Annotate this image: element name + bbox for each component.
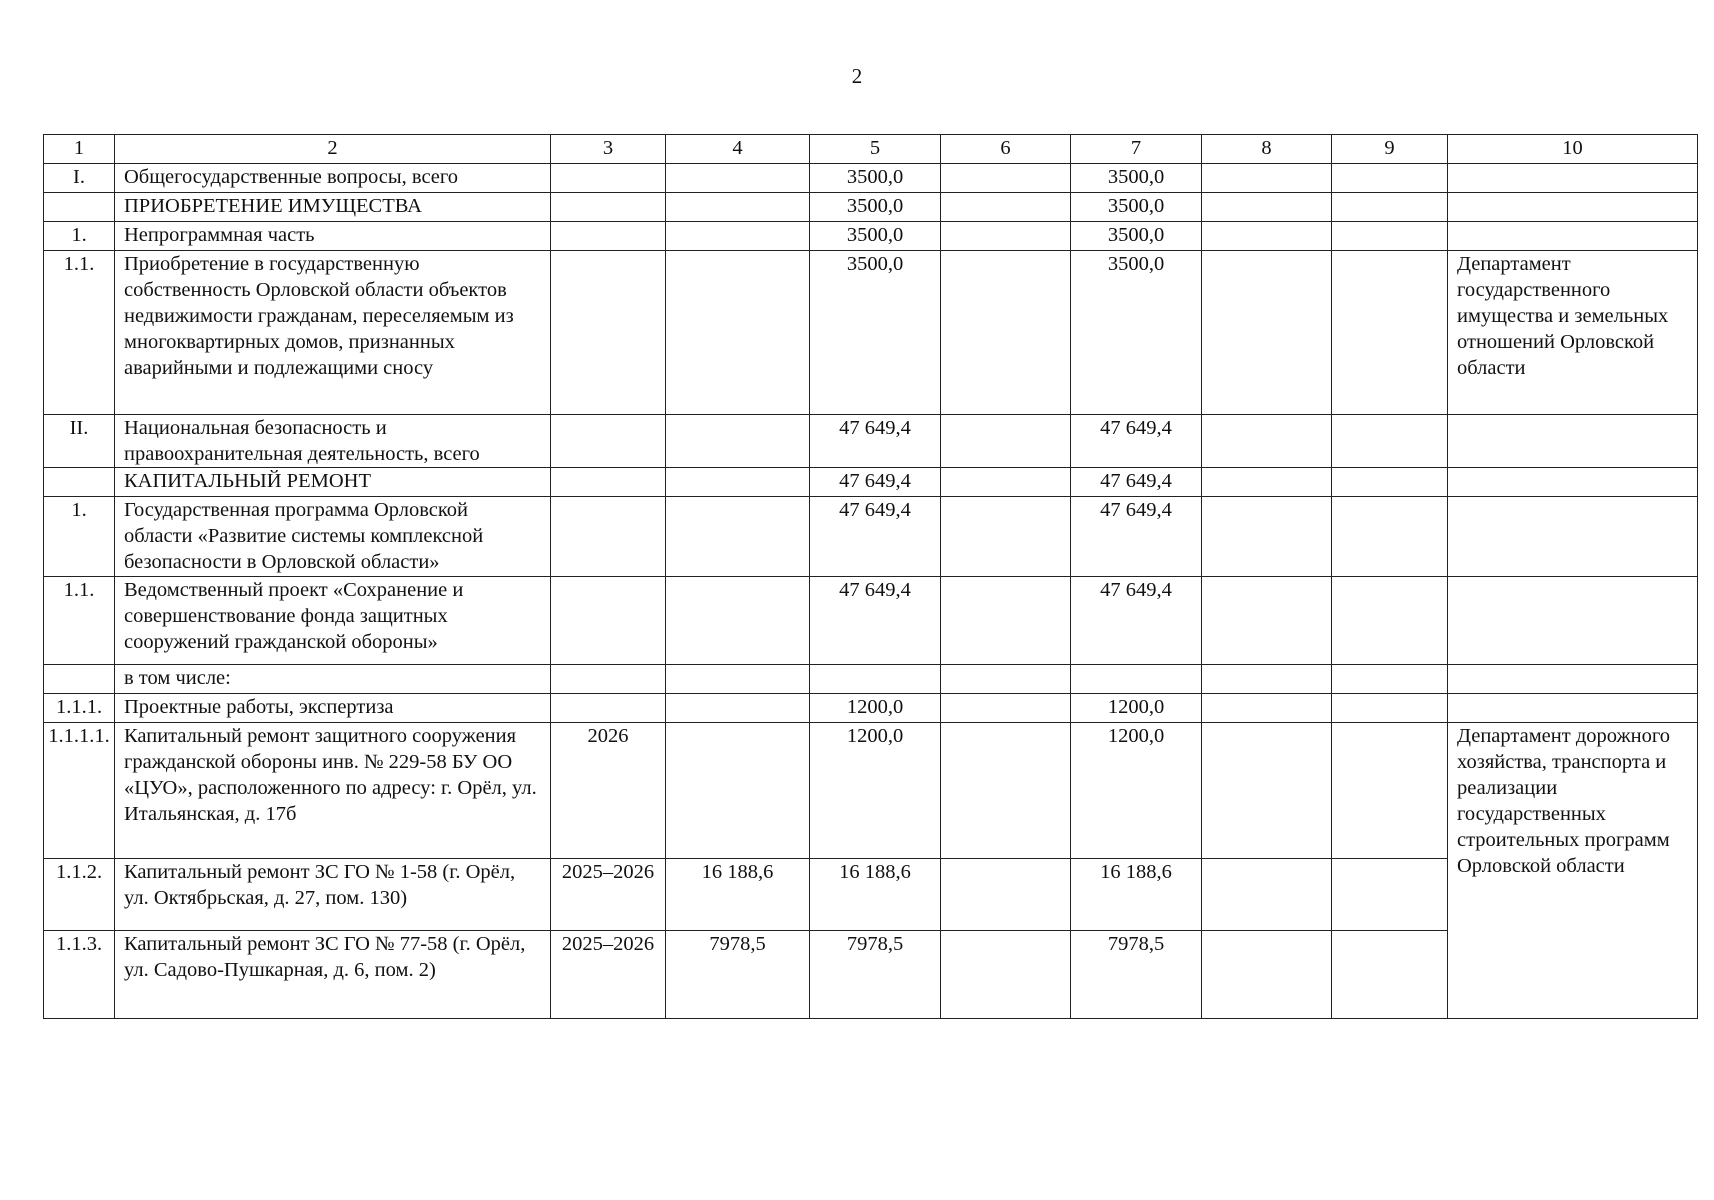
cell-col5 [810,665,941,694]
cell-col8 [1202,251,1332,415]
cell-col9 [1332,859,1448,931]
cell-col3 [551,577,666,665]
cell-col6 [941,193,1071,222]
header-cell: 5 [810,135,941,164]
budget-table [43,134,1698,1019]
row-name: Капитальный ремонт ЗС ГО № 1-58 (г. Орёл, ул. Октябрьская, д. 27, пом. 130) [115,859,551,931]
cell-col8 [1202,694,1332,723]
cell-col4 [666,193,810,222]
row-name: Непрограммная часть [115,222,551,251]
row-number: 1. [44,497,115,577]
cell-col3 [551,193,666,222]
cell-col10 [1448,415,1698,468]
cell-col8 [1202,468,1332,497]
cell-col7: 3500,0 [1071,193,1202,222]
cell-col4 [666,415,810,468]
cell-col9 [1332,931,1448,1019]
cell-col3: 2025–2026 [551,859,666,931]
cell-col3 [551,665,666,694]
responsible-department: Департамент государственного имущества и земельных отношений Орловской области [1448,251,1698,415]
cell-col8 [1202,931,1332,1019]
row-name: Общегосударственные вопросы, всего [115,164,551,193]
cell-col7: 3500,0 [1071,164,1202,193]
cell-col10 [1448,577,1698,665]
row-name: Капитальный ремонт защитного сооружения гражданской обороны инв. № 229-58 БУ ОО «ЦУО», расположенного по адресу: г. Орёл, ул. Итальянская, д. 17б [115,723,551,859]
cell-col6 [941,497,1071,577]
cell-col10 [1448,164,1698,193]
row-number: 1.1. [44,577,115,665]
cell-col3 [551,415,666,468]
cell-col10 [1448,468,1698,497]
cell-col4 [666,497,810,577]
cell-col5: 3500,0 [810,251,941,415]
cell-col5: 47 649,4 [810,577,941,665]
cell-col5: 3500,0 [810,193,941,222]
table-row [44,415,1698,468]
cell-col6 [941,723,1071,859]
cell-col4: 16 188,6 [666,859,810,931]
cell-col8 [1202,222,1332,251]
cell-col4 [666,723,810,859]
header-cell: 3 [551,135,666,164]
cell-col7: 47 649,4 [1071,468,1202,497]
cell-col6 [941,468,1071,497]
row-name: Приобретение в государственную собственность Орловской области объектов недвижимости гражданам, переселяемым из многоквартирных домов, признанных аварийными и подлежащими сносу [115,251,551,415]
table-row [44,222,1698,251]
cell-col10 [1448,193,1698,222]
cell-col3 [551,468,666,497]
table-row [44,193,1698,222]
cell-col3 [551,164,666,193]
cell-col8 [1202,415,1332,468]
cell-col3 [551,694,666,723]
table-row [44,723,1698,859]
header-cell: 2 [115,135,551,164]
cell-col7: 1200,0 [1071,694,1202,723]
cell-col9 [1332,251,1448,415]
cell-col7: 16 188,6 [1071,859,1202,931]
cell-col3 [551,251,666,415]
row-number: I. [44,164,115,193]
cell-col8 [1202,497,1332,577]
page-number: 2 [851,64,863,88]
cell-col9 [1332,222,1448,251]
row-number: 1.1.1.1. [44,723,115,859]
cell-col3: 2025–2026 [551,931,666,1019]
cell-col4 [666,251,810,415]
cell-col6 [941,164,1071,193]
row-number: 1.1.3. [44,931,115,1019]
cell-col6 [941,931,1071,1019]
cell-col9 [1332,468,1448,497]
cell-col7: 47 649,4 [1071,415,1202,468]
cell-col4 [666,577,810,665]
row-number: 1.1.2. [44,859,115,931]
header-cell: 1 [44,135,115,164]
cell-col9 [1332,723,1448,859]
cell-col3 [551,222,666,251]
cell-col5: 3500,0 [810,164,941,193]
cell-col6 [941,665,1071,694]
header-cell: 10 [1448,135,1698,164]
header-cell: 6 [941,135,1071,164]
row-name: Ведомственный проект «Сохранение и совершенствование фонда защитных сооружений гражданской обороны» [115,577,551,665]
cell-col6 [941,577,1071,665]
cell-col4 [666,468,810,497]
header-cell: 8 [1202,135,1332,164]
cell-col6 [941,859,1071,931]
header-cell: 7 [1071,135,1202,164]
row-number: 1. [44,222,115,251]
cell-col10 [1448,694,1698,723]
cell-col8 [1202,577,1332,665]
cell-col5: 16 188,6 [810,859,941,931]
cell-col10 [1448,222,1698,251]
cell-col5: 47 649,4 [810,497,941,577]
cell-col10 [1448,497,1698,577]
row-name: Проектные работы, экспертиза [115,694,551,723]
table-row [44,164,1698,193]
cell-col8 [1202,723,1332,859]
cell-col7: 3500,0 [1071,222,1202,251]
cell-col10 [1448,665,1698,694]
row-number: 1.1. [44,251,115,415]
row-name: ПРИОБРЕТЕНИЕ ИМУЩЕСТВА [115,193,551,222]
cell-col5: 3500,0 [810,222,941,251]
cell-col9 [1332,665,1448,694]
cell-col7: 47 649,4 [1071,577,1202,665]
cell-col6 [941,415,1071,468]
cell-col5: 47 649,4 [810,468,941,497]
cell-col9 [1332,497,1448,577]
cell-col5: 7978,5 [810,931,941,1019]
cell-col4 [666,222,810,251]
cell-col6 [941,222,1071,251]
table-row [44,577,1698,665]
table-row [44,468,1698,497]
cell-col5: 47 649,4 [810,415,941,468]
table-row [44,251,1698,415]
cell-col6 [941,251,1071,415]
row-number: II. [44,415,115,468]
cell-col8 [1202,859,1332,931]
row-name: Капитальный ремонт ЗС ГО № 77-58 (г. Орёл, ул. Садово-Пушкарная, д. 6, пом. 2) [115,931,551,1019]
header-cell: 4 [666,135,810,164]
table-row [44,497,1698,577]
row-name: в том числе: [115,665,551,694]
row-name: Государственная программа Орловской области «Развитие системы комплексной безопасности в Орловской области» [115,497,551,577]
row-name: Национальная безопасность и правоохранительная деятельность, всего [115,415,551,468]
cell-col9 [1332,193,1448,222]
cell-col4: 7978,5 [666,931,810,1019]
table-row [44,665,1698,694]
row-number [44,193,115,222]
cell-col7: 47 649,4 [1071,497,1202,577]
cell-col5: 1200,0 [810,723,941,859]
cell-col3 [551,497,666,577]
table-row [44,694,1698,723]
row-name: КАПИТАЛЬНЫЙ РЕМОНТ [115,468,551,497]
cell-col8 [1202,193,1332,222]
header-row [44,135,1698,164]
cell-col9 [1332,577,1448,665]
cell-col7: 7978,5 [1071,931,1202,1019]
responsible-department: Департамент дорожного хозяйства, транспорта и реализации государственных строительных программ Орловской области [1448,723,1698,1019]
row-number: 1.1.1. [44,694,115,723]
cell-col7 [1071,665,1202,694]
cell-col8 [1202,164,1332,193]
row-number [44,468,115,497]
cell-col4 [666,665,810,694]
cell-col9 [1332,415,1448,468]
row-number [44,665,115,694]
cell-col8 [1202,665,1332,694]
cell-col4 [666,694,810,723]
cell-col9 [1332,694,1448,723]
cell-col4 [666,164,810,193]
cell-col7: 3500,0 [1071,251,1202,415]
cell-col3: 2026 [551,723,666,859]
cell-col6 [941,694,1071,723]
cell-col9 [1332,164,1448,193]
cell-col7: 1200,0 [1071,723,1202,859]
cell-col5: 1200,0 [810,694,941,723]
header-cell: 9 [1332,135,1448,164]
